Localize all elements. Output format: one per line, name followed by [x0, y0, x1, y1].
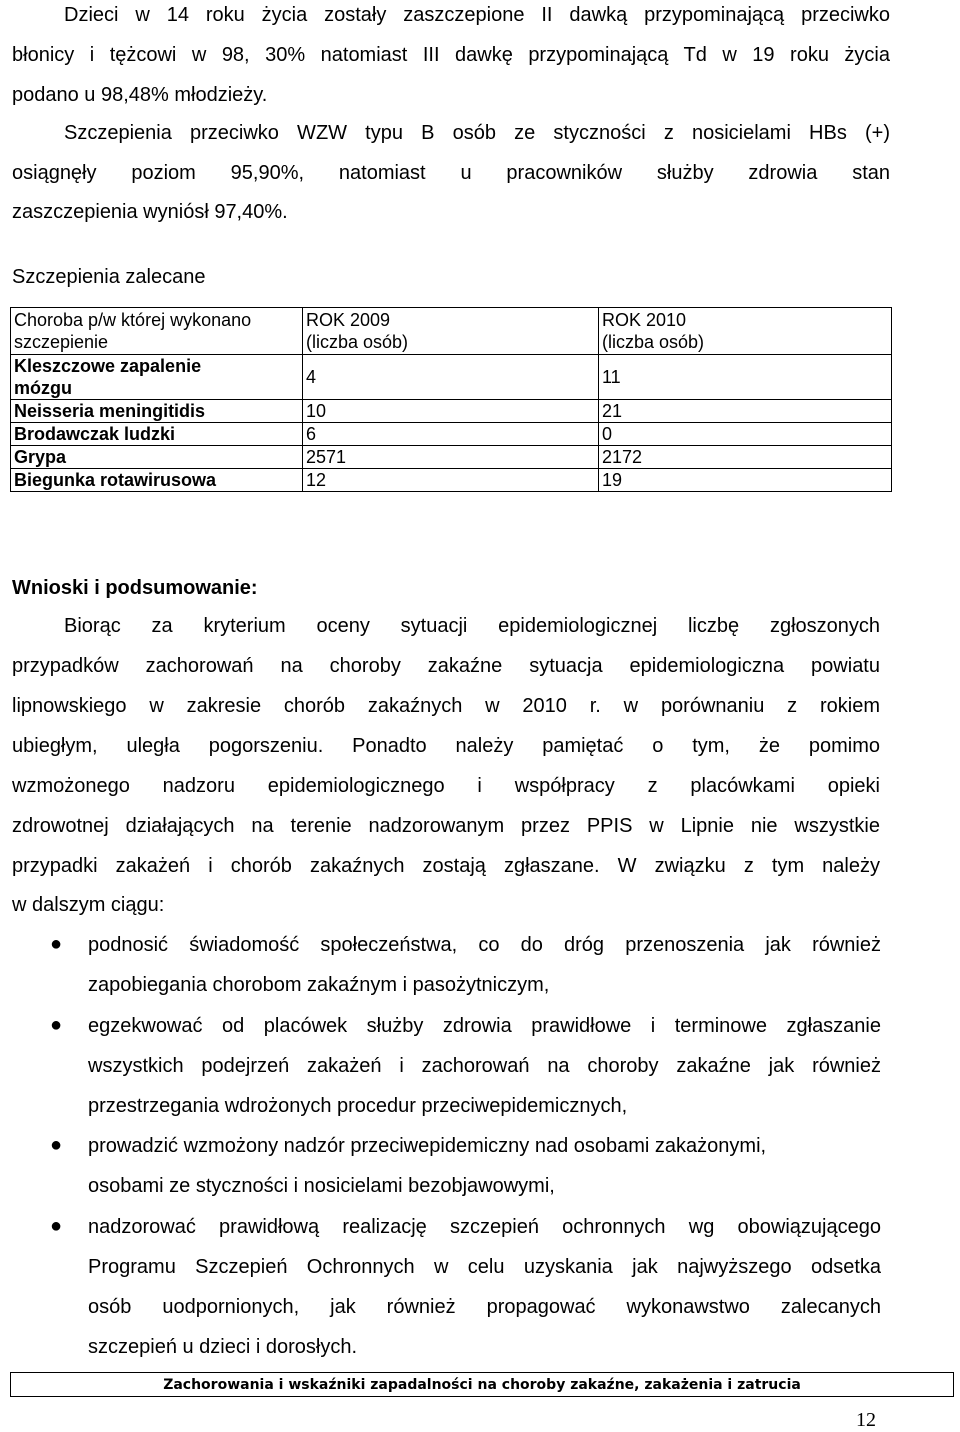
- bullet-icon: ●: [50, 1014, 63, 1036]
- row-value-2009: 4: [303, 355, 599, 400]
- bullet-icon: ●: [50, 1215, 63, 1237]
- header-2010-line-1: ROK 2010: [602, 310, 687, 330]
- header-2009-line-2: (liczba osób): [306, 332, 409, 352]
- intro-paragraph-1-line-1: Dzieci w 14 roku życia zostały zaszczepione II dawką przypominającą przeciwko: [64, 4, 890, 26]
- conclusions-line: przypadków zachorowań na choroby zakaźne sytuacja epidemiologiczna powiatu: [12, 655, 880, 677]
- bullet-icon: ●: [50, 1134, 63, 1156]
- header-disease-line-1: Choroba p/w której wykonano: [14, 310, 252, 330]
- intro-paragraph-1-line-3: podano u 98,48% młodzieży.: [12, 84, 268, 106]
- header-disease: [11, 308, 303, 355]
- header-year-2010: [599, 308, 892, 355]
- table-row: [11, 355, 892, 400]
- conclusions-line: lipnowskiego w zakresie chorób zakaźnych w 2010 r. w porównaniu z rokiem: [12, 695, 880, 717]
- conclusions-line: wzmożonego nadzoru epidemiologicznego i współpracy z placówkami opieki: [12, 775, 880, 797]
- row-value-2009: 12: [303, 469, 599, 492]
- table-row: [11, 469, 892, 492]
- conclusions-heading: Wnioski i podsumowanie:: [12, 577, 258, 599]
- footer-title: Zachorowania i wskaźniki zapadalności na choroby zakaźne, zakażenia i zatrucia: [10, 1372, 954, 1397]
- row-disease: Brodawczak ludzki: [11, 423, 303, 446]
- row-disease-line-2: mózgu: [14, 378, 72, 398]
- header-disease-line-2: szczepienie: [14, 332, 109, 352]
- table-row: [11, 423, 892, 446]
- header-2010-line-2: (liczba osób): [602, 332, 705, 352]
- row-value-2010: 11: [599, 355, 892, 400]
- table-title: Szczepienia zalecane: [12, 266, 206, 288]
- conclusions-line: Biorąc za kryterium oceny sytuacji epidemiologicznej liczbę zgłoszonych: [64, 615, 880, 637]
- row-value-2010: 2172: [599, 446, 892, 469]
- row-value-2009: 6: [303, 423, 599, 446]
- vaccination-table: [10, 307, 892, 492]
- intro-paragraph-2-line-2: osiągnęły poziom 95,90%, natomiast u pracowników służby zdrowia stan: [12, 162, 890, 184]
- header-year-2009: [303, 308, 599, 355]
- row-value-2009: 2571: [303, 446, 599, 469]
- row-disease-line-1: Kleszczowe zapalenie: [14, 356, 202, 376]
- table-row: [11, 400, 892, 423]
- row-value-2009: 10: [303, 400, 599, 423]
- intro-paragraph-2-line-3: zaszczepienia wyniósł 97,40%.: [12, 201, 288, 223]
- header-2009-line-1: ROK 2009: [306, 310, 391, 330]
- page-number: 12: [856, 1409, 876, 1431]
- table-header-row: [11, 308, 892, 355]
- bullet-item: egzekwować od placówek służby zdrowia prawidłowe i terminowe zgłaszanie wszystkich podejrzeń zakażeń i zachorowań na choroby zakaźne jak również przestrzegania wdrożonych procedur przeciwepidemicznych,: [88, 1015, 881, 1117]
- row-value-2010: 19: [599, 469, 892, 492]
- table-row: [11, 446, 892, 469]
- conclusions-line: ubiegłym, uległa pogorszeniu. Ponadto należy pamiętać o tym, że pomimo: [12, 735, 880, 757]
- intro-paragraph-2-line-1: Szczepienia przeciwko WZW typu B osób ze styczności z nosicielami HBs (+): [64, 122, 890, 144]
- conclusions-line: w dalszym ciągu:: [12, 894, 165, 916]
- bullet-item: nadzorować prawidłową realizację szczepień ochronnych wg obowiązującego Programu Szczepień Ochronnych w celu uzyskania jak najwyższego odsetka osób uodpornionych, jak również propagować wykonawstwo zalecanych szczepień u dzieci i dorosłych.: [88, 1216, 881, 1358]
- row-value-2010: 0: [599, 423, 892, 446]
- bullet-item: prowadzić wzmożony nadzór przeciwepidemiczny nad osobami zakażonymi, osobami ze styczności i nosicielami bezobjawowymi,: [88, 1135, 767, 1197]
- row-disease: Grypa: [11, 446, 303, 469]
- row-value-2010: 21: [599, 400, 892, 423]
- intro-paragraph-1-line-2: błonicy i tężcowi w 98, 30% natomiast III dawkę przypominającą Td w 19 roku życia: [12, 44, 890, 66]
- row-disease: Biegunka rotawirusowa: [11, 469, 303, 492]
- bullet-item: podnosić świadomość społeczeństwa, co do dróg przenoszenia jak również zapobiegania chorobom zakaźnym i pasożytniczym,: [88, 934, 881, 996]
- conclusions-line: przypadki zakażeń i chorób zakaźnych zostają zgłaszane. W związku z tym należy: [12, 855, 880, 877]
- conclusions-line: zdrowotnej działających na terenie nadzorowanym przez PPIS w Lipnie nie wszystkie: [12, 815, 880, 837]
- bullet-icon: ●: [50, 933, 63, 955]
- row-disease: [11, 355, 303, 400]
- row-disease: Neisseria meningitidis: [11, 400, 303, 423]
